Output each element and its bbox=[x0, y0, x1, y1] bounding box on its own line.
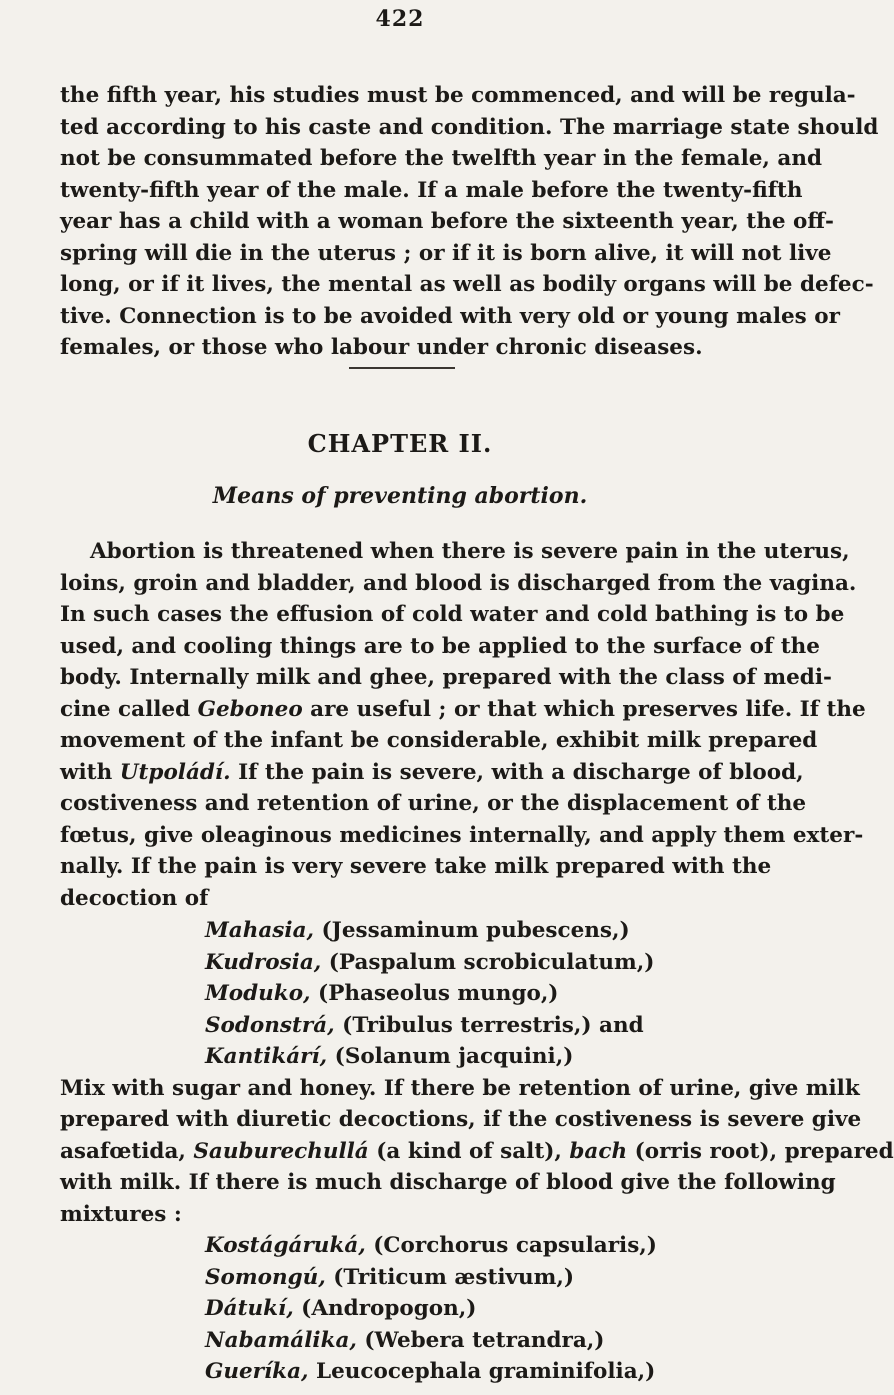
plant-latin: (Phaseolus mungo,) bbox=[310, 981, 559, 1007]
paragraph-2-line bbox=[60, 694, 866, 726]
paragraph-1-line: females, or those who labour under chronic diseases. bbox=[60, 335, 703, 361]
plant-name: Kantikárí, bbox=[205, 1044, 328, 1070]
paragraph-2-line: fœtus, give oleaginous medicines internally, and apply them exter- bbox=[60, 822, 864, 848]
paragraph-1-line: long, or if it lives, the mental as well as bodily organs will be defec- bbox=[60, 272, 874, 298]
paragraph-2-line: In such cases the effusion of cold water and cold bathing is to be bbox=[60, 602, 845, 628]
list-item bbox=[205, 1010, 644, 1042]
plant-name: Kudrosia, bbox=[205, 949, 322, 975]
list-item bbox=[205, 1325, 604, 1357]
section-subtitle: Means of preventing abortion. bbox=[212, 482, 588, 509]
text: are useful ; or that which preserves life. If the bbox=[302, 696, 866, 722]
plant-name: Somongú, bbox=[205, 1264, 326, 1290]
paragraph-2-line: body. Internally milk and ghee, prepared with the class of medi- bbox=[60, 665, 832, 691]
page-number: 422 bbox=[375, 6, 425, 32]
paragraph-3-line: with milk. If there is much discharge of blood give the following bbox=[60, 1170, 836, 1196]
list-item bbox=[205, 1293, 476, 1325]
paragraph-1-line: the fifth year, his studies must be commenced, and will be regula- bbox=[60, 83, 856, 108]
paragraph-1-line: spring will die in the uterus ; or if it is born alive, it will not live bbox=[60, 240, 832, 266]
plant-latin: (Corchorus capsularis,) bbox=[365, 1233, 657, 1259]
plant-latin: Leucocephala graminifolia,) bbox=[308, 1359, 656, 1385]
paragraph-2-line: Abortion is threatened when there is severe pain in the uterus, bbox=[90, 539, 850, 565]
paragraph-2-line: movement of the infant be considerable, exhibit milk prepared bbox=[60, 728, 818, 754]
paragraph-1-line: twenty-fifth year of the male. If a male before the twenty-fifth bbox=[60, 177, 803, 203]
list-item bbox=[205, 1262, 574, 1294]
plant-name: Sodonstrá, bbox=[205, 1012, 335, 1038]
paragraph-3-line: mixtures : bbox=[60, 1201, 182, 1227]
paragraph-2-line: nally. If the pain is very severe take milk prepared with the bbox=[60, 854, 772, 880]
chapter-heading: CHAPTER II. bbox=[307, 429, 493, 459]
list-item bbox=[205, 1356, 655, 1388]
plant-name: Moduko, bbox=[205, 981, 311, 1007]
italic-term: Utpoládí. bbox=[119, 759, 231, 785]
text: asafœtida, bbox=[60, 1138, 194, 1164]
plant-latin: (Andropogon,) bbox=[293, 1296, 477, 1322]
plant-latin: (Tribulus terrestris,) and bbox=[334, 1012, 644, 1038]
italic-term: bach bbox=[569, 1138, 628, 1164]
paragraph-1-line: not be consummated before the twelfth year in the female, and bbox=[60, 146, 822, 171]
plant-latin: (Triticum æstivum,) bbox=[325, 1264, 575, 1290]
text: (orris root), prepared bbox=[627, 1138, 894, 1164]
paragraph-2-line: loins, groin and bladder, and blood is discharged from the vagina. bbox=[60, 570, 857, 596]
plant-name: Gueríka, bbox=[205, 1359, 309, 1385]
list-item bbox=[205, 1230, 657, 1262]
text: with bbox=[60, 759, 120, 785]
paragraph-1-line: ted according to his caste and condition. The marriage state should bbox=[60, 114, 879, 140]
section-divider bbox=[349, 367, 455, 369]
paragraph-1-line: year has a child with a woman before the sixteenth year, the off- bbox=[60, 209, 834, 235]
plant-name: Nabamálika, bbox=[205, 1327, 357, 1353]
text: cine called bbox=[60, 696, 198, 722]
text: (a kind of salt), bbox=[368, 1138, 570, 1164]
list-item bbox=[205, 978, 558, 1010]
plant-latin: (Jessaminum pubescens,) bbox=[313, 918, 630, 944]
paragraph-2-line: used, and cooling things are to be applied to the surface of the bbox=[60, 633, 820, 659]
paragraph-2-line: decoction of bbox=[60, 885, 209, 911]
plant-name: Dátukí, bbox=[205, 1296, 294, 1322]
plant-name: Mahasia, bbox=[205, 918, 314, 944]
paragraph-1-line: tive. Connection is to be avoided with very old or young males or bbox=[60, 303, 840, 329]
paragraph-2-line bbox=[60, 757, 804, 789]
plant-latin: (Paspalum scrobiculatum,) bbox=[321, 949, 655, 975]
italic-term: Geboneo bbox=[197, 696, 303, 722]
paragraph-3-line: Mix with sugar and honey. If there be retention of urine, give milk bbox=[60, 1075, 860, 1101]
paragraph-3-line bbox=[60, 1136, 894, 1168]
plant-name: Kostágáruká, bbox=[205, 1233, 366, 1259]
plant-latin: (Webera tetrandra,) bbox=[356, 1327, 605, 1353]
text: If the pain is severe, with a discharge of blood, bbox=[230, 759, 804, 785]
list-item bbox=[205, 947, 654, 979]
paragraph-3-line: prepared with diuretic decoctions, if the costiveness is severe give bbox=[60, 1107, 862, 1133]
paragraph-2-line: costiveness and retention of urine, or the displacement of the bbox=[60, 791, 807, 817]
italic-term: Sauburechullá bbox=[193, 1138, 369, 1164]
list-item bbox=[205, 1041, 573, 1073]
plant-latin: (Solanum jacquini,) bbox=[327, 1044, 574, 1070]
list-item bbox=[205, 915, 630, 947]
